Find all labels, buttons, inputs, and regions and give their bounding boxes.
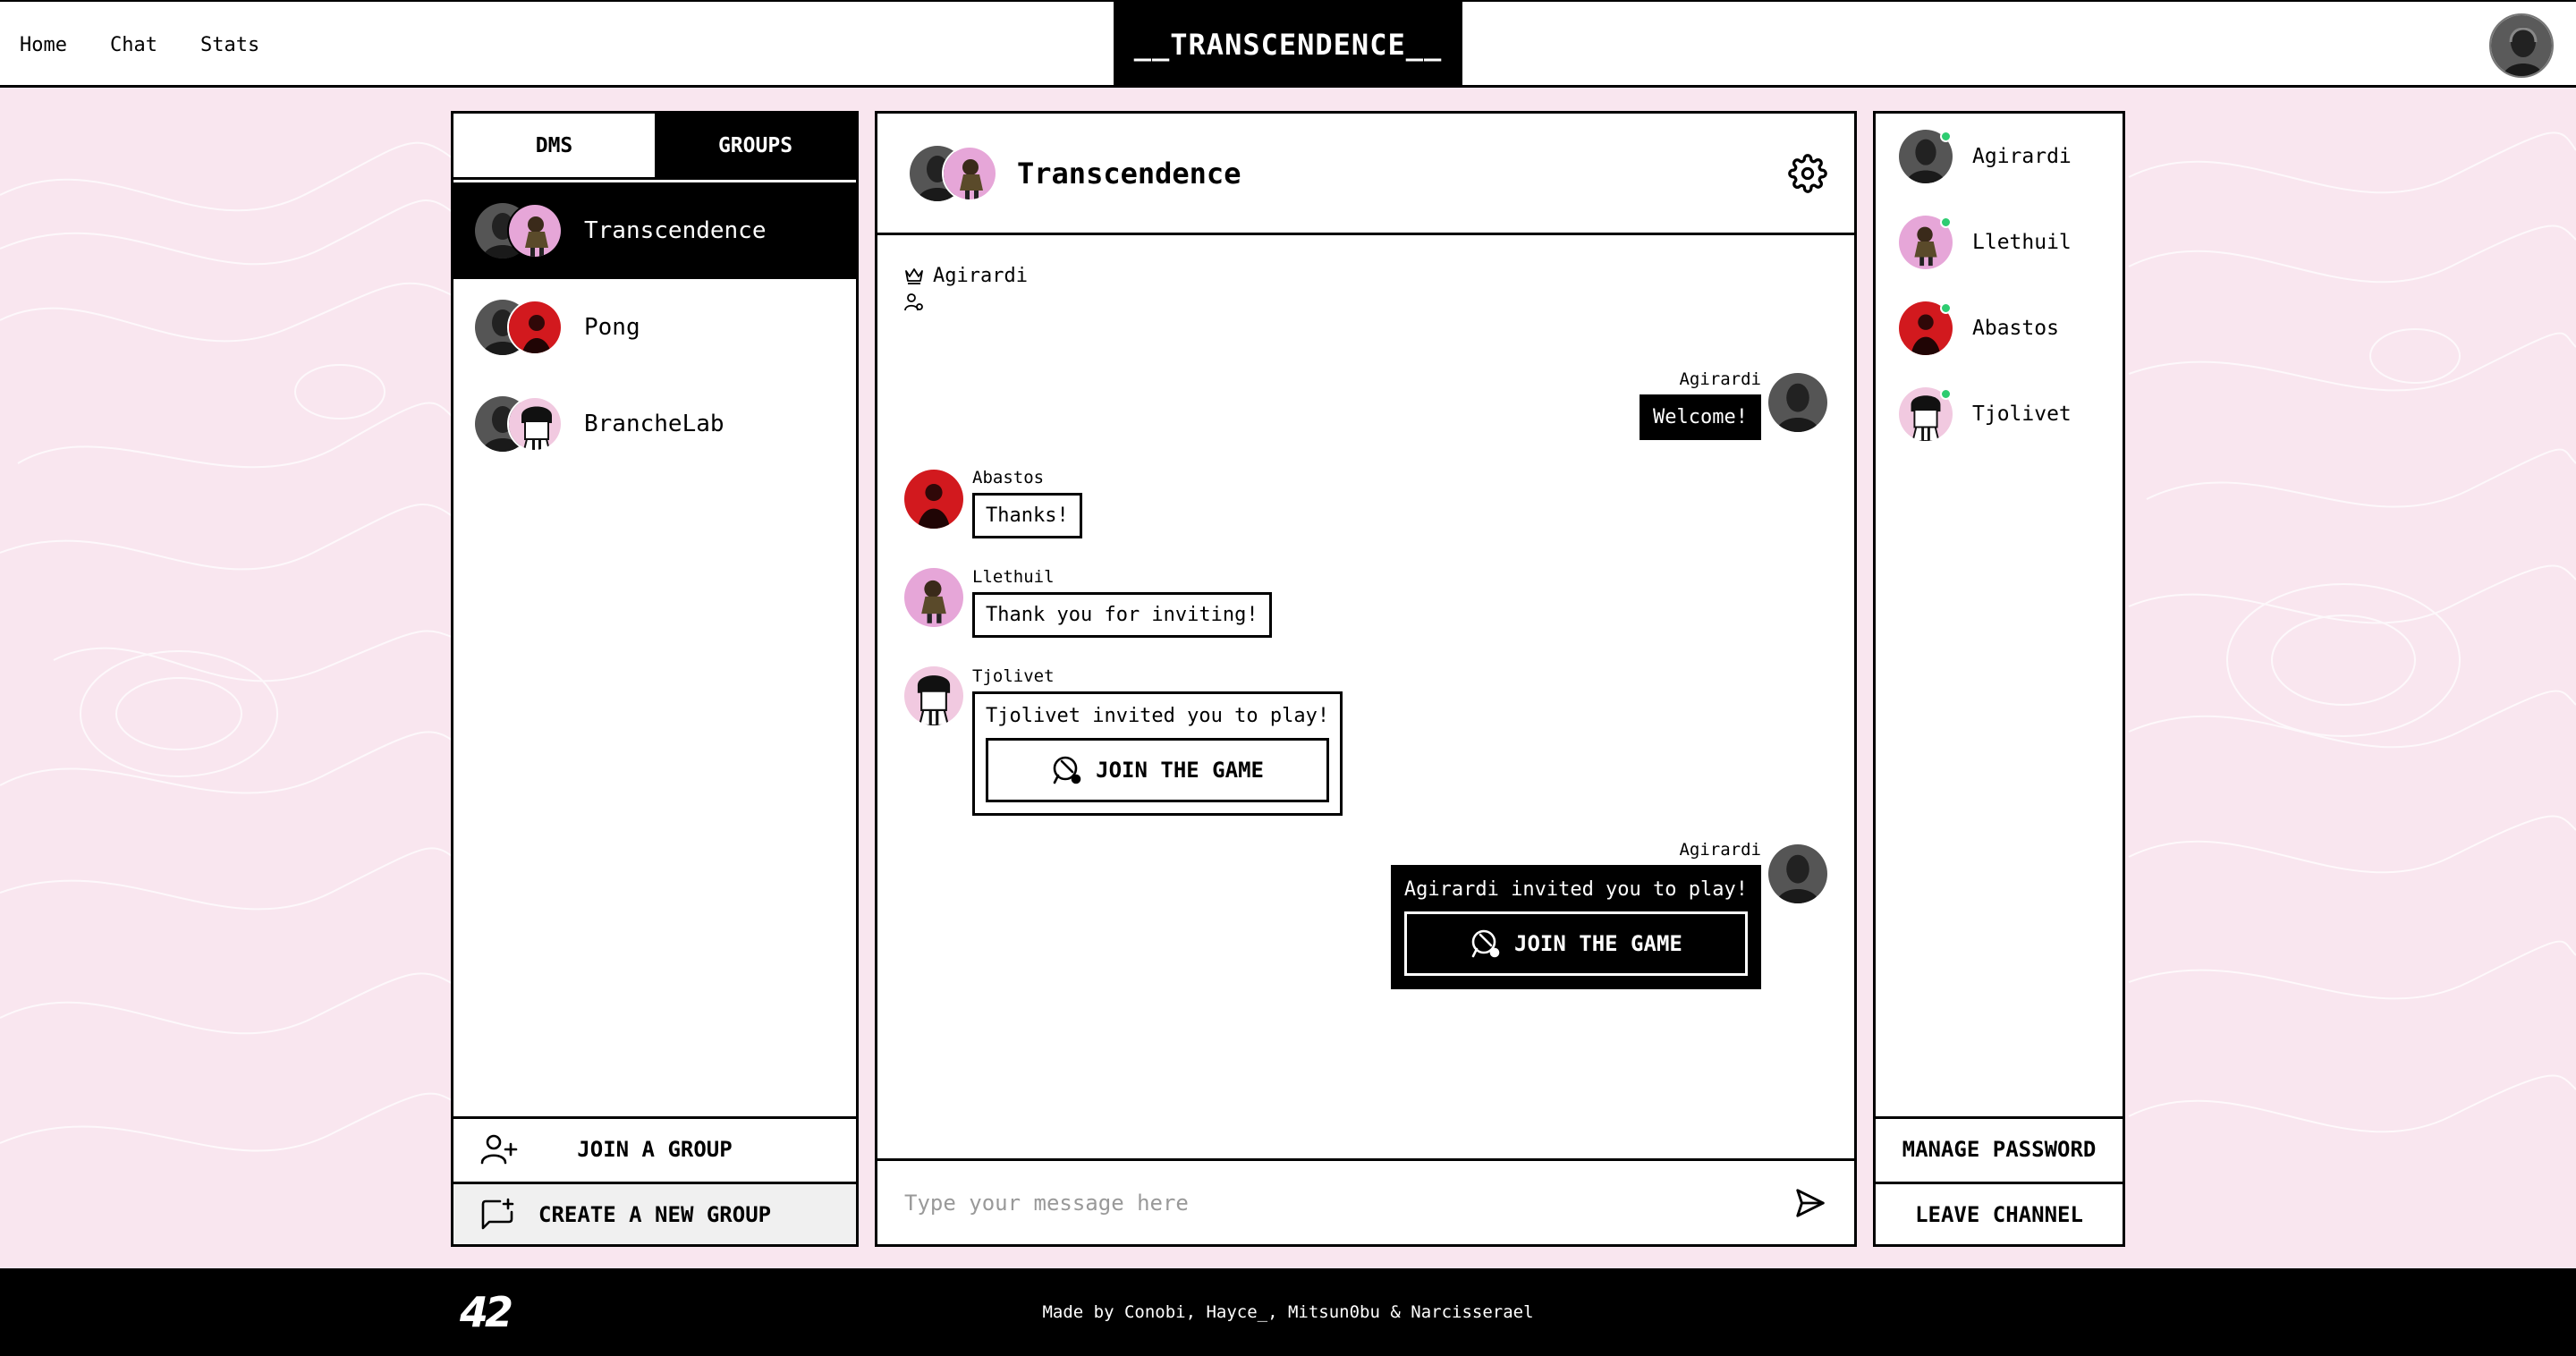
online-status-dot — [1940, 302, 1952, 314]
footer-credits: Made by Conobi, Hayce_, Mitsun0bu & Narcisserael — [1042, 1302, 1534, 1322]
nav-home-link[interactable]: Home — [20, 33, 67, 56]
chat-header — [877, 114, 1854, 235]
group-name: BrancheLab — [584, 411, 724, 437]
message-bubble: Welcome! — [1640, 394, 1761, 440]
group-item-pong[interactable] — [453, 279, 856, 376]
message-sender: Abastos — [972, 468, 1045, 487]
avatar — [507, 203, 563, 258]
online-status-dot — [1940, 131, 1952, 142]
message-sender: Agirardi — [1679, 369, 1761, 389]
tab-dms[interactable]: DMS — [535, 133, 573, 157]
member-avatar — [1899, 301, 1953, 355]
message-bubble: Thanks! — [972, 493, 1082, 538]
message-input[interactable] — [904, 1191, 1763, 1216]
member-name: Agirardi — [1972, 145, 2072, 168]
online-status-dot — [1940, 388, 1952, 400]
online-status-dot — [1940, 216, 1952, 228]
message-avatar — [1768, 373, 1827, 432]
send-icon[interactable] — [1793, 1186, 1827, 1220]
tab-groups[interactable]: GROUPS — [655, 114, 856, 177]
members-panel — [1873, 111, 2125, 1247]
groups-panel — [451, 111, 859, 1247]
message-avatar — [904, 470, 963, 529]
member-avatar — [1899, 130, 1953, 183]
member-name: Abastos — [1972, 317, 2059, 340]
chat-panel — [875, 111, 1857, 1247]
manage-password-button[interactable]: MANAGE PASSWORD — [1876, 1116, 2123, 1179]
42-logo[interactable]: 42 — [460, 1288, 511, 1336]
avatar — [507, 300, 563, 355]
group-list — [453, 182, 856, 472]
footer — [0, 1268, 2576, 1356]
gear-icon[interactable] — [1788, 154, 1827, 193]
user-icon — [904, 292, 924, 312]
message-avatar — [904, 666, 963, 725]
channel-owner — [904, 262, 1028, 289]
message-avatar — [1768, 844, 1827, 903]
group-name: Transcendence — [584, 217, 767, 244]
message-other — [972, 567, 1272, 638]
profile-avatar[interactable] — [2489, 13, 2554, 78]
brand-title[interactable]: __TRANSCENDENCE__ — [1114, 2, 1462, 88]
message-invite-other — [972, 666, 1343, 816]
channel-avatars — [910, 146, 996, 201]
owner-name: Agirardi — [933, 264, 1028, 287]
join-game-button[interactable]: JOIN THE GAME — [986, 738, 1329, 802]
message-invite-mine — [1391, 840, 1761, 989]
join-group-button[interactable]: JOIN A GROUP — [453, 1116, 856, 1179]
message-bubble: Thank you for inviting! — [972, 592, 1272, 638]
ping-pong-icon — [1051, 754, 1083, 786]
member-name: Tjolivet — [1972, 403, 2072, 426]
join-game-button[interactable]: JOIN THE GAME — [1404, 911, 1748, 976]
message-mine — [1640, 369, 1761, 440]
member-name: Llethuil — [1972, 231, 2072, 254]
leave-channel-button[interactable]: LEAVE CHANNEL — [1876, 1182, 2123, 1244]
message-other — [972, 468, 1082, 538]
invite-bubble — [1391, 865, 1761, 989]
member-item[interactable] — [1876, 371, 2123, 457]
member-item[interactable] — [1876, 285, 2123, 371]
nav-stats-link[interactable]: Stats — [199, 33, 260, 56]
avatar — [507, 396, 563, 452]
crown-icon — [904, 267, 924, 284]
group-avatars — [475, 203, 563, 258]
invite-text: Tjolivet invited you to play! — [986, 705, 1330, 727]
top-navbar — [0, 0, 2576, 88]
invite-text: Agirardi invited you to play! — [1403, 878, 1748, 901]
member-item[interactable] — [1876, 199, 2123, 285]
message-sender: Agirardi — [1679, 840, 1761, 860]
group-avatars — [475, 300, 563, 355]
message-avatar — [904, 568, 963, 627]
invite-bubble — [972, 691, 1343, 816]
chat-type-tabs — [453, 114, 856, 180]
group-item-branchelab[interactable] — [453, 376, 856, 472]
channel-title: Transcendence — [1017, 156, 1241, 191]
main-nav — [20, 2, 259, 88]
nav-chat-link[interactable]: Chat — [109, 33, 157, 56]
avatar — [942, 146, 997, 201]
add-chat-icon — [480, 1198, 516, 1232]
member-avatar — [1899, 387, 1953, 441]
message-composer — [877, 1158, 1854, 1244]
channel-admins — [904, 289, 1028, 316]
member-item[interactable] — [1876, 114, 2123, 199]
member-avatar — [1899, 216, 1953, 269]
group-name: Pong — [584, 314, 640, 341]
group-avatars — [475, 396, 563, 452]
channel-meta — [904, 262, 1028, 316]
group-item-transcendence[interactable] — [453, 182, 856, 279]
ping-pong-icon — [1470, 928, 1502, 960]
create-group-button[interactable]: CREATE A NEW GROUP — [453, 1182, 856, 1244]
message-sender: Llethuil — [972, 567, 1055, 587]
message-sender: Tjolivet — [972, 666, 1055, 686]
